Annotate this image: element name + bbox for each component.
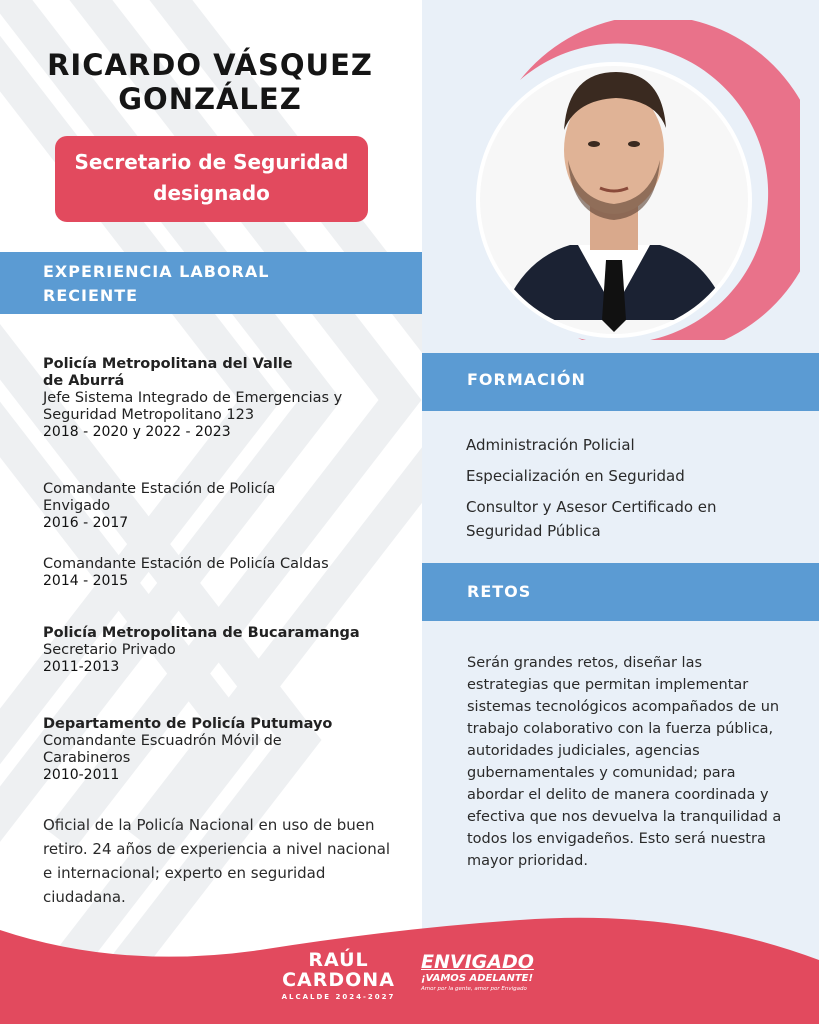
experience-org: de Aburrá	[43, 373, 125, 389]
formacion-list	[466, 433, 796, 550]
retos-heading: RETOS	[422, 563, 819, 621]
role-badge: Secretario de Seguridad designado	[55, 136, 368, 222]
experience-org: Policía Metropolitana de Bucaramanga	[43, 625, 360, 641]
experience-entry	[43, 356, 403, 441]
experience-title: Comandante Escuadrón Móvil de	[43, 733, 282, 749]
experience-years: 2010-2011	[43, 767, 120, 783]
retos-text: Serán grandes retos, diseñar las estrategias que permitan implementar sistemas tecnológicos acompañados de un trabajo colaborativo con la fuerza pública, autoridades judiciales, agencias gubernamentales y comunidad; para abordar el delito de manera coordinada y efectiva que nos devuelva la tranquilidad a todos los envigadeños. Esto será nuestra mayor prioridad.	[467, 655, 782, 869]
experience-title: Seguridad Metropolitano 123	[43, 407, 255, 423]
experience-title: Comandante Estación de Policía	[43, 481, 276, 497]
experience-years: 2011-2013	[43, 659, 120, 675]
formacion-item: Consultor y Asesor Certificado en Seguridad Pública	[466, 498, 717, 540]
raul-cardona-logo: RAÚL CARDONA ALCALDE 2024-2027	[281, 949, 396, 1001]
profile-photo	[460, 20, 800, 340]
experience-title: Envigado	[43, 498, 111, 514]
formacion-item: Administración Policial	[466, 436, 635, 454]
footer-wave	[0, 900, 819, 1024]
experience-title: Carabineros	[43, 750, 131, 766]
experience-years: 2016 - 2017	[43, 515, 129, 531]
experience-years: 2018 - 2020 y 2022 - 2023	[43, 424, 231, 440]
experience-summary: Oficial de la Policía Nacional en uso de buen retiro. 24 años de experiencia a nivel nacional e internacional; experto en seguridad ciudadana.	[43, 816, 391, 906]
experience-org: Policía Metropolitana del Valle	[43, 356, 293, 372]
experience-years: 2014 - 2015	[43, 573, 129, 589]
formacion-item: Especialización en Seguridad	[466, 467, 685, 485]
experience-org: Departamento de Policía Putumayo	[43, 716, 333, 732]
experience-title: Comandante Estación de Policía Caldas	[43, 556, 329, 572]
envigado-logo: ENVIGADO ¡VAMOS ADELANTE! Amor por la gente, amor por Envigado	[421, 951, 534, 992]
formacion-heading: FORMACIÓN	[422, 353, 819, 411]
experience-entry	[43, 716, 403, 784]
experience-title: Jefe Sistema Integrado de Emergencias y	[43, 390, 343, 406]
person-name: RICARDO VÁSQUEZ GONZÁLEZ	[47, 48, 373, 116]
experience-entry	[43, 625, 403, 676]
experience-entry	[43, 481, 403, 532]
experience-title: Secretario Privado	[43, 642, 176, 658]
experience-heading: EXPERIENCIA LABORAL RECIENTE	[0, 252, 422, 314]
experience-entry	[43, 556, 403, 590]
